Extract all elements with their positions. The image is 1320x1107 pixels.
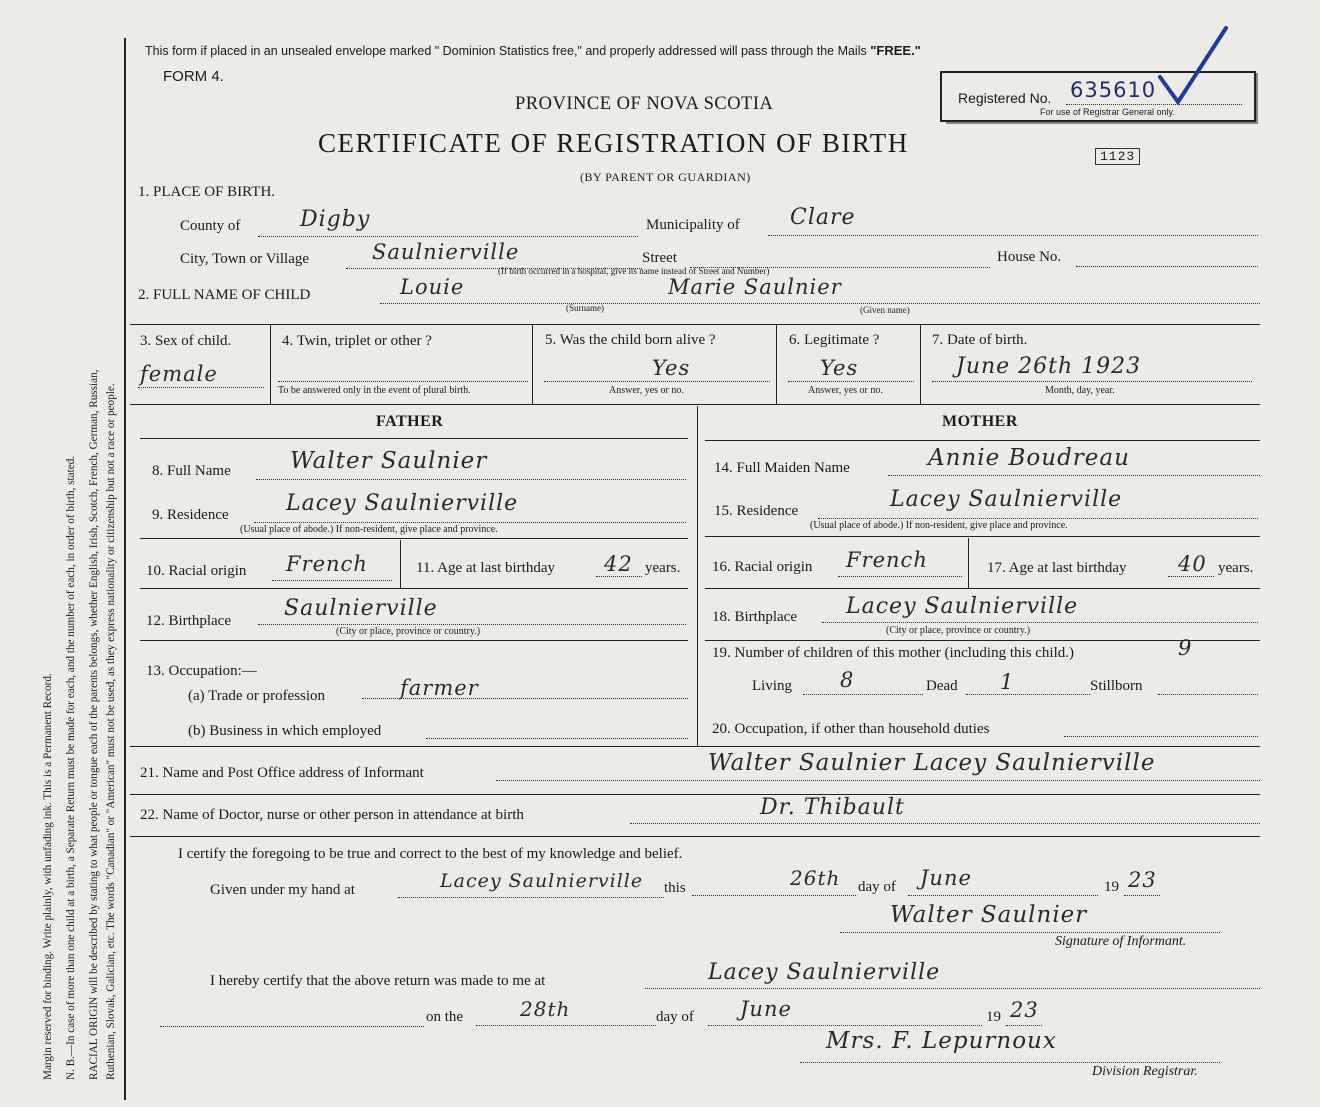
mother-age-value: 40 bbox=[1178, 552, 1207, 576]
registrar-place-value: Lacey Saulnierville bbox=[708, 960, 941, 985]
mother-occupation-label: 20. Occupation, if other than household duties bbox=[712, 721, 990, 737]
informant-signature: Walter Saulnier bbox=[890, 902, 1088, 928]
registrar-statement: I hereby certify that the above return was made to me at bbox=[210, 973, 546, 989]
registrar-day-of-label: day of bbox=[656, 1009, 694, 1025]
registrar-day-value: 28th bbox=[520, 997, 571, 1021]
father-age-value: 42 bbox=[604, 552, 633, 576]
living-label: Living bbox=[752, 678, 792, 694]
date-of-birth-value: June 26th 1923 bbox=[956, 354, 1142, 379]
father-residence-note-a: (Usual place of abode.) bbox=[240, 524, 334, 535]
certificate-title: CERTIFICATE OF REGISTRATION OF BIRTH bbox=[318, 128, 909, 158]
registrar-month-value: June bbox=[740, 997, 792, 1021]
registered-label: Registered No. bbox=[958, 90, 1052, 106]
mother-heading: MOTHER bbox=[942, 413, 1018, 430]
trade-label: (a) Trade or profession bbox=[188, 688, 326, 704]
given-day-of-label: day of bbox=[858, 879, 896, 895]
signature-informant-label: Signature of Informant. bbox=[1055, 934, 1187, 949]
street-label: Street bbox=[642, 250, 677, 266]
margin-line-2: N. B.—In case of more than one child at a birth, a Separate Return must be made for each, and the number of each, in order of birth, stated. bbox=[65, 455, 77, 1080]
business-label: (b) Business in which employed bbox=[188, 723, 382, 739]
occupation-label: 13. Occupation:— bbox=[146, 663, 257, 679]
date-of-birth-label: 7. Date of birth. bbox=[932, 332, 1028, 348]
surname-note: (Surname) bbox=[566, 303, 604, 313]
child-surname-value: Louie bbox=[400, 275, 465, 299]
twin-note: To be answered only in the event of plural birth. bbox=[278, 385, 471, 396]
sex-value: female bbox=[140, 362, 218, 386]
mother-residence-note-b: If non-resident, give place and province. bbox=[905, 520, 1068, 531]
county-label: County of bbox=[180, 218, 241, 234]
mother-birthplace-value: Lacey Saulnierville bbox=[846, 594, 1079, 619]
mother-residence-value: Lacey Saulnierville bbox=[890, 487, 1123, 512]
stamp-badge: 1123 bbox=[1095, 148, 1140, 165]
father-birthplace-label: 12. Birthplace bbox=[146, 613, 231, 629]
born-alive-value: Yes bbox=[652, 356, 691, 380]
margin-line-3: RACIAL ORIGIN will be described by stating to what people or tongue each of the parents belongs, whether English, Irish, Scotch, French, German, Russian, bbox=[88, 369, 100, 1080]
legitimate-label: 6. Legitimate ? bbox=[789, 332, 880, 348]
informant-label: 21. Name and Post Office address of Informant bbox=[140, 765, 424, 781]
father-name-label: 8. Full Name bbox=[152, 463, 231, 479]
registrar-year-prefix: 19 bbox=[986, 1009, 1001, 1025]
certificate-subtitle: (BY PARENT OR GUARDIAN) bbox=[580, 170, 751, 184]
mail-free-text: "FREE." bbox=[870, 43, 921, 58]
given-place-value: Lacey Saulnierville bbox=[440, 870, 644, 892]
father-residence-value: Lacey Saulnierville bbox=[286, 491, 519, 516]
father-heading: FATHER bbox=[376, 413, 444, 430]
father-racial-origin-value: French bbox=[286, 552, 368, 576]
province-title: PROVINCE OF NOVA SCOTIA bbox=[515, 94, 774, 114]
mail-notice-text: This form if placed in an unsealed envelope marked " Dominion Statistics free," and properly addressed will pass through the Mails bbox=[145, 44, 867, 58]
twin-label: 4. Twin, triplet or other ? bbox=[282, 333, 432, 349]
living-value: 8 bbox=[840, 668, 855, 692]
children-count-value: 9 bbox=[1178, 636, 1193, 660]
mother-residence-label: 15. Residence bbox=[714, 503, 799, 519]
father-residence-label: 9. Residence bbox=[152, 507, 229, 523]
given-year-value: 23 bbox=[1128, 868, 1157, 892]
binding-line bbox=[124, 38, 126, 1100]
father-birthplace-note: (City or place, province or country.) bbox=[336, 626, 481, 637]
municipality-label: Municipality of bbox=[646, 217, 740, 233]
margin-line-1: Margin reserved for binding. Write plainly, with unfading ink. This is a Permanent Record. bbox=[42, 673, 54, 1080]
mother-birthplace-label: 18. Birthplace bbox=[712, 609, 797, 625]
mother-residence-note-a: (Usual place of abode.) bbox=[810, 520, 904, 531]
mother-name-value: Annie Boudreau bbox=[928, 445, 1130, 471]
mother-racial-origin-label: 16. Racial origin bbox=[712, 559, 813, 575]
division-registrar-label: Division Registrar. bbox=[1092, 1064, 1198, 1079]
legitimate-value: Yes bbox=[820, 356, 859, 380]
city-value: Saulnierville bbox=[372, 240, 520, 264]
municipality-value: Clare bbox=[790, 205, 856, 230]
margin-line-4: Ruthenian, Slovak, Galician, etc. The words "Canadian" or "American" must not be used, as they express nationality or citizenship but not a race or people. bbox=[105, 383, 117, 1080]
mother-birthplace-note: (City or place, province or country.) bbox=[886, 625, 1031, 636]
legitimate-note: Answer, yes or no. bbox=[808, 385, 883, 396]
born-alive-note: Answer, yes or no. bbox=[609, 385, 684, 396]
child-given-name-value: Marie Saulnier bbox=[668, 275, 842, 299]
certify-statement: I certify the foregoing to be true and correct to the best of my knowledge and belief. bbox=[178, 846, 683, 862]
dead-label: Dead bbox=[926, 678, 958, 694]
mother-racial-origin-value: French bbox=[846, 548, 928, 572]
mother-age-label: 17. Age at last birthday bbox=[987, 560, 1127, 576]
hospital-note: (If birth occurred in a hospital, give its name instead of Street and Number) bbox=[498, 266, 770, 276]
stillborn-label: Stillborn bbox=[1090, 678, 1143, 694]
doctor-label: 22. Name of Doctor, nurse or other person in attendance at birth bbox=[140, 807, 524, 823]
given-day-value: 26th bbox=[790, 866, 841, 890]
county-value: Digby bbox=[300, 207, 371, 232]
given-under-hand-label: Given under my hand at bbox=[210, 882, 355, 898]
registered-number: 635610 bbox=[1070, 78, 1157, 102]
form-number: FORM 4. bbox=[163, 68, 224, 85]
mother-name-label: 14. Full Maiden Name bbox=[714, 460, 850, 476]
registrar-note: For use of Registrar General only. bbox=[1040, 107, 1175, 117]
check-mark-icon bbox=[1150, 22, 1230, 106]
date-of-birth-note: Month, day, year. bbox=[1045, 385, 1115, 396]
father-racial-origin-label: 10. Racial origin bbox=[146, 563, 247, 579]
given-month-value: June bbox=[920, 866, 972, 890]
trade-value: farmer bbox=[400, 676, 479, 700]
given-name-note: (Given name) bbox=[860, 305, 910, 315]
city-label: City, Town or Village bbox=[180, 251, 310, 267]
children-count-label: 19. Number of children of this mother (including this child.) bbox=[712, 645, 1075, 661]
sex-label: 3. Sex of child. bbox=[140, 333, 232, 349]
place-of-birth-label: 1. PLACE OF BIRTH. bbox=[138, 184, 276, 200]
dead-value: 1 bbox=[1000, 670, 1015, 694]
father-birthplace-value: Saulnierville bbox=[284, 596, 438, 621]
father-age-label: 11. Age at last birthday bbox=[416, 560, 555, 576]
given-year-prefix: 19 bbox=[1104, 879, 1119, 895]
father-residence-note-b: If non-resident, give place and province. bbox=[335, 524, 498, 535]
house-number-label: House No. bbox=[997, 249, 1062, 265]
father-age-unit: years. bbox=[645, 560, 681, 576]
full-name-of-child-label: 2. FULL NAME OF CHILD bbox=[138, 287, 311, 303]
doctor-value: Dr. Thibault bbox=[760, 795, 905, 820]
mail-notice bbox=[145, 43, 921, 58]
registrar-year-value: 23 bbox=[1010, 998, 1039, 1022]
registrar-signature: Mrs. F. Lepurnoux bbox=[826, 1028, 1057, 1054]
this-label: this bbox=[664, 880, 686, 896]
on-the-label: on the bbox=[426, 1009, 464, 1025]
mother-age-unit: years. bbox=[1218, 560, 1254, 576]
born-alive-label: 5. Was the child born alive ? bbox=[545, 332, 716, 348]
father-name-value: Walter Saulnier bbox=[290, 448, 488, 474]
informant-value: Walter Saulnier Lacey Saulnierville bbox=[708, 750, 1156, 776]
